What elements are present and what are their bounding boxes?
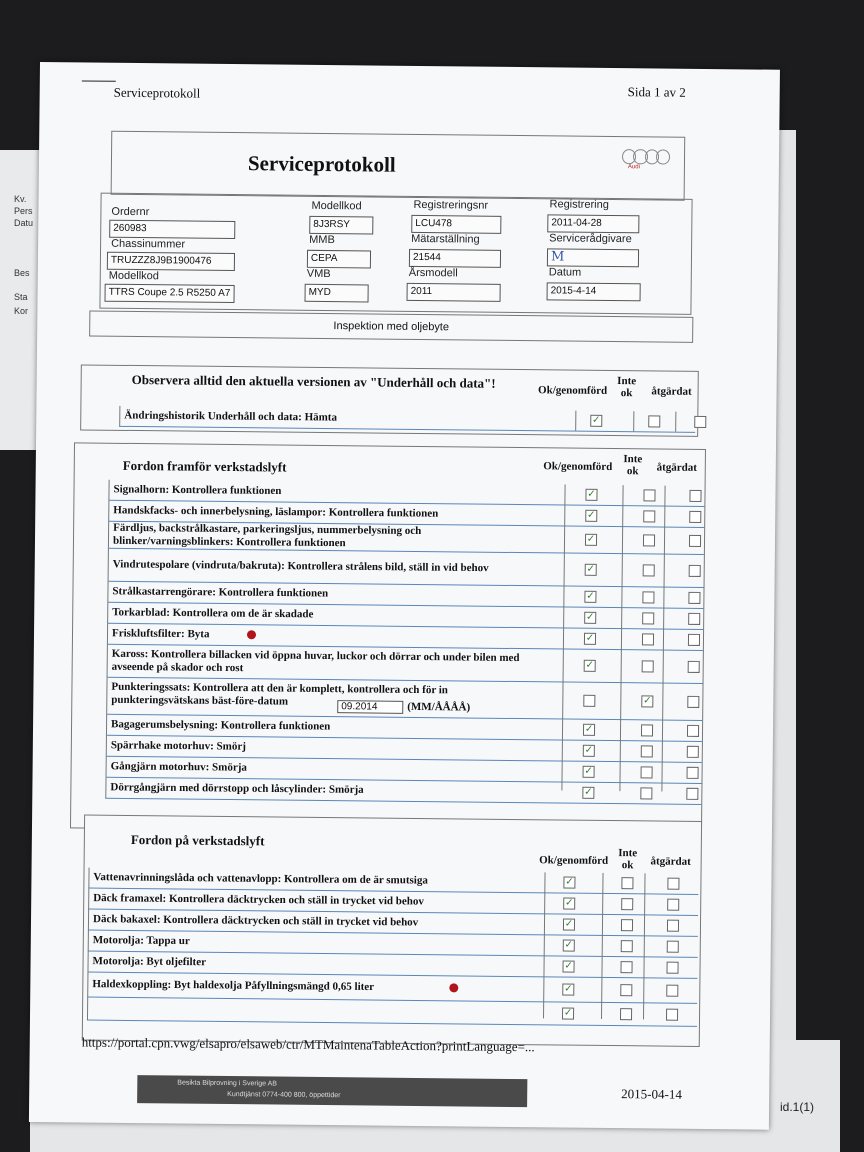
- ordernr-field: 260983: [109, 220, 235, 239]
- ok-checkbox[interactable]: ✓: [584, 723, 594, 735]
- section-rows: [105, 480, 704, 805]
- atgardat-checkbox[interactable]: [689, 565, 701, 577]
- side-text: Sta: [14, 292, 28, 302]
- inte-ok-checkbox[interactable]: [643, 564, 655, 576]
- vmb-label: VMB: [306, 267, 331, 281]
- checklist-item-text: Däck bakaxel: Kontrollera däcktrycken och ställ in trycket vid behov: [92, 913, 419, 929]
- inte-ok-checkbox[interactable]: [642, 591, 654, 603]
- punktering-date-field: 09.2014: [337, 700, 403, 714]
- header-title: Serviceprotokoll: [113, 84, 201, 101]
- checklist-item-text: Däck framaxel: Kontrollera däcktrycken och ställ in trycket vid behov: [93, 892, 424, 908]
- checklist-item-text: Handskfacks- och innerbelysning, läslampor: Kontrollera funktionen: [113, 504, 439, 520]
- inte-ok-checkbox[interactable]: [642, 612, 654, 624]
- col-inte-ok: Inte ok: [618, 847, 638, 872]
- column-divider: [675, 412, 676, 432]
- service-protocol-page: [29, 62, 780, 1130]
- atgardat-checkbox[interactable]: [689, 535, 701, 547]
- side-text: Pers: [14, 206, 33, 216]
- red-dot-marker: [247, 630, 256, 639]
- registreringsnr-label: Registreringsnr: [413, 198, 489, 212]
- servicerad-signature: M: [547, 248, 639, 267]
- ok-checkbox[interactable]: ✓: [587, 488, 596, 500]
- section-pa-lyft: [82, 815, 702, 1047]
- footer-company: Besikta Bilprovning i Sverige AB: [177, 1079, 277, 1088]
- checklist-item-text: Haldexkoppling: Byt haldexolja Påfyllningsmängd 0,65 liter: [92, 978, 375, 994]
- vmb-field: MYD: [305, 284, 369, 303]
- inte-ok-checkbox[interactable]: [643, 489, 655, 501]
- inte-ok-checkbox[interactable]: [641, 766, 653, 778]
- punktering-date-format: (MM/ÅÅÅÅ): [407, 700, 471, 714]
- red-dot-marker: [449, 983, 458, 992]
- section-title: Observera alltid den aktuella versionen av "Underhåll och data"!: [131, 371, 496, 391]
- inte-ok-checkbox[interactable]: [641, 745, 653, 757]
- col-atgardat: åtgärdat: [656, 461, 698, 474]
- inte-ok-checkbox[interactable]: [620, 984, 632, 996]
- inte-ok-checkbox[interactable]: [621, 877, 633, 889]
- ok-checkbox[interactable]: ✓: [592, 414, 601, 426]
- ok-checkbox[interactable]: [583, 695, 595, 707]
- atgardat-checkbox[interactable]: [666, 1009, 678, 1021]
- atgardat-checkbox[interactable]: [687, 725, 699, 737]
- ok-checkbox[interactable]: ✓: [587, 509, 596, 521]
- inte-ok-checkbox[interactable]: [620, 1008, 632, 1020]
- ok-checkbox[interactable]: ✓: [586, 533, 596, 545]
- ordernr-label: Ordernr: [111, 205, 150, 219]
- ok-checkbox[interactable]: ✓: [564, 960, 573, 972]
- page-number: Sida 1 av 2: [627, 84, 686, 100]
- modellkod-label: Modellkod: [108, 269, 159, 283]
- mmb-label: MMB: [309, 233, 335, 247]
- inte-ok-checkbox[interactable]: [648, 415, 660, 427]
- chassinummer-field: TRUZZZ8J9B1900476: [107, 252, 235, 271]
- checklist-item-text: Torkarblad: Kontrollera om de är skadade: [112, 606, 314, 621]
- modellkod2-label: Modellkod: [311, 199, 362, 213]
- page-mark: id.1(1): [780, 1100, 815, 1114]
- ok-checkbox[interactable]: ✓: [564, 939, 574, 951]
- side-text: Kv.: [14, 194, 27, 204]
- checklist-item-text: Motorolja: Tappa ur: [92, 934, 190, 948]
- section-title: Fordon framför verkstadslyft: [122, 457, 287, 475]
- section-observera: [80, 364, 699, 436]
- footer-strip: [137, 1075, 527, 1107]
- ok-checkbox[interactable]: ✓: [585, 611, 595, 623]
- checklist-item-text: Spärrhake motorhuv: Smörj: [110, 739, 246, 753]
- atgardat-checkbox[interactable]: [687, 696, 699, 708]
- atgardat-checkbox[interactable]: [689, 511, 701, 523]
- matarstallning-label: Mätarställning: [411, 232, 480, 246]
- chassinummer-label: Chassinummer: [111, 237, 186, 251]
- atgardat-checkbox[interactable]: [686, 788, 698, 800]
- atgardat-checkbox[interactable]: [687, 767, 699, 779]
- side-text: Bes: [14, 268, 30, 278]
- checklist-item-text: Gångjärn motorhuv: Smörja: [110, 760, 247, 774]
- checklist-row: [119, 406, 695, 433]
- checklist-item-text: Vattenavrinningslåda och vattenavlopp: Kontrollera om de är smutsiga: [93, 871, 428, 887]
- mmb-field: CEPA: [307, 250, 371, 269]
- ok-checkbox[interactable]: ✓: [586, 590, 595, 602]
- vehicle-info: [99, 193, 692, 315]
- inte-ok-checkbox[interactable]: [621, 919, 633, 931]
- inte-ok-checkbox[interactable]: [620, 961, 632, 973]
- col-inte-ok: Inte ok: [617, 375, 637, 400]
- col-atgardat: åtgärdat: [650, 855, 691, 868]
- ok-checkbox[interactable]: ✓: [564, 918, 574, 930]
- checklist-item-text: Friskluftsfilter: Byta: [111, 627, 210, 641]
- atgardat-checkbox[interactable]: [666, 985, 678, 997]
- inte-ok-checkbox[interactable]: [640, 787, 652, 799]
- ok-checkbox[interactable]: ✓: [584, 786, 593, 798]
- atgardat-checkbox[interactable]: [667, 941, 679, 953]
- col-atgardat: åtgärdat: [651, 385, 692, 398]
- checklist-item-text: Färdljus, backstrålkastare, parkeringsljus, nummerbelysning och blinker/varningsblinkers: Kontrollera funktionen: [112, 521, 422, 550]
- atgardat-checkbox[interactable]: [694, 416, 706, 428]
- datum-label: Datum: [548, 266, 582, 279]
- punktering-date-group: [337, 700, 470, 714]
- atgardat-checkbox[interactable]: [687, 746, 699, 758]
- checklist-item-text: Bagagerumsbelysning: Kontrollera funktionen: [111, 718, 331, 733]
- atgardat-checkbox[interactable]: [666, 962, 678, 974]
- column-divider: [575, 411, 576, 431]
- checklist-item-text: Dörrgångjärn med dörrstopp och låscylinder: Smörja: [110, 781, 364, 796]
- inte-ok-checkbox[interactable]: [642, 633, 654, 645]
- arsmodell-field: 2011: [407, 283, 501, 302]
- inte-ok-checkbox[interactable]: [643, 510, 655, 522]
- atgardat-checkbox[interactable]: [688, 661, 700, 673]
- footer-contact: Kundtjänst 0774-400 800, öppettider: [227, 1091, 341, 1100]
- inte-ok-checkbox[interactable]: [643, 534, 655, 546]
- side-text: Kor: [14, 306, 29, 316]
- page-title: Serviceprotokoll: [247, 151, 396, 177]
- servicerad-label: Servicerådgivare: [549, 232, 632, 246]
- section-rows: [119, 406, 695, 433]
- inte-ok-checkbox[interactable]: ✓: [643, 695, 652, 707]
- side-text: Datu: [14, 218, 34, 228]
- inte-ok-checkbox[interactable]: [641, 724, 653, 736]
- atgardat-checkbox[interactable]: [688, 613, 700, 625]
- ok-checkbox[interactable]: ✓: [565, 876, 574, 888]
- brand-text: Audi: [627, 164, 640, 171]
- checklist-item-text: Kaross: Kontrollera billacken vid öppna huvar, luckor och dörrar och under bilen med avseende på skador och rost: [111, 647, 520, 675]
- col-ok: Ok/genomförd: [539, 854, 609, 867]
- datum-field: 2015-4-14: [547, 282, 641, 301]
- section-framfor-lyft: [70, 442, 706, 835]
- checklist-item-text: Ändringshistorik Underhåll och data: Hämta: [124, 409, 338, 424]
- registrering-label: Registrering: [549, 198, 609, 211]
- checklist-item-text: Punkteringssats: Kontrollera att den är komplett, kontrollera och för in punkteringsvätskans bäst-före-datum: [111, 680, 449, 708]
- ok-checkbox[interactable]: ✓: [586, 563, 595, 575]
- atgardat-checkbox[interactable]: [667, 920, 679, 932]
- arsmodell-label: Årsmodell: [408, 266, 458, 280]
- checklist-item-text: Strålkastarrengörare: Kontrollera funktionen: [112, 585, 329, 600]
- checklist-item-text: [92, 1009, 517, 1013]
- checklist-row: [106, 678, 702, 721]
- checklist-item-text: Vindrutespolare (vindruta/bakruta): Kontrollera strålens bild, ställ in vid behov: [112, 558, 489, 575]
- ok-checkbox[interactable]: ✓: [584, 765, 593, 777]
- atgardat-checkbox[interactable]: [667, 899, 679, 911]
- column-divider: [633, 411, 634, 431]
- title-box: [111, 131, 686, 201]
- inte-ok-checkbox[interactable]: [621, 940, 633, 952]
- atgardat-checkbox[interactable]: [688, 634, 700, 646]
- ok-checkbox[interactable]: ✓: [585, 659, 594, 671]
- col-ok: Ok/genomförd: [543, 460, 613, 474]
- matarstallning-field: 21544: [409, 249, 501, 268]
- atgardat-checkbox[interactable]: [689, 490, 701, 502]
- modellkod2-field: 8J3RSY: [309, 216, 373, 235]
- ok-checkbox[interactable]: ✓: [584, 744, 594, 756]
- print-url: https://portal.cpn.vwg/elsapro/elsaweb/ctr/MTMaintenaTableAction?printLanguage=...: [81, 1034, 535, 1055]
- inte-ok-checkbox[interactable]: [642, 660, 654, 672]
- section-rows: [87, 868, 699, 1027]
- registrering-field: 2011-04-28: [547, 214, 639, 233]
- print-date: 2015-04-14: [621, 1086, 682, 1102]
- registreringsnr-field: LCU478: [411, 215, 501, 234]
- modellkod-field: TTRS Coupe 2.5 R5250 A7: [104, 284, 234, 303]
- col-ok: Ok/genomförd: [537, 384, 608, 397]
- ok-checkbox[interactable]: ✓: [564, 897, 574, 909]
- atgardat-checkbox[interactable]: [688, 592, 700, 604]
- ok-checkbox[interactable]: ✓: [564, 983, 573, 995]
- inte-ok-checkbox[interactable]: [621, 898, 633, 910]
- section-title: Fordon på verkstadslyft: [130, 831, 265, 849]
- checklist-item-text: Motorolja: Byt oljefilter: [92, 955, 207, 969]
- checklist-item-text: Signalhorn: Kontrollera funktionen: [113, 483, 282, 498]
- inspection-type: Inspektion med oljebyte: [89, 311, 693, 343]
- ok-checkbox[interactable]: ✓: [585, 632, 595, 644]
- atgardat-checkbox[interactable]: [667, 878, 679, 890]
- audi-logo: [622, 149, 670, 180]
- col-inte-ok: Inte ok: [623, 453, 643, 478]
- ok-checkbox[interactable]: ✓: [563, 1007, 573, 1019]
